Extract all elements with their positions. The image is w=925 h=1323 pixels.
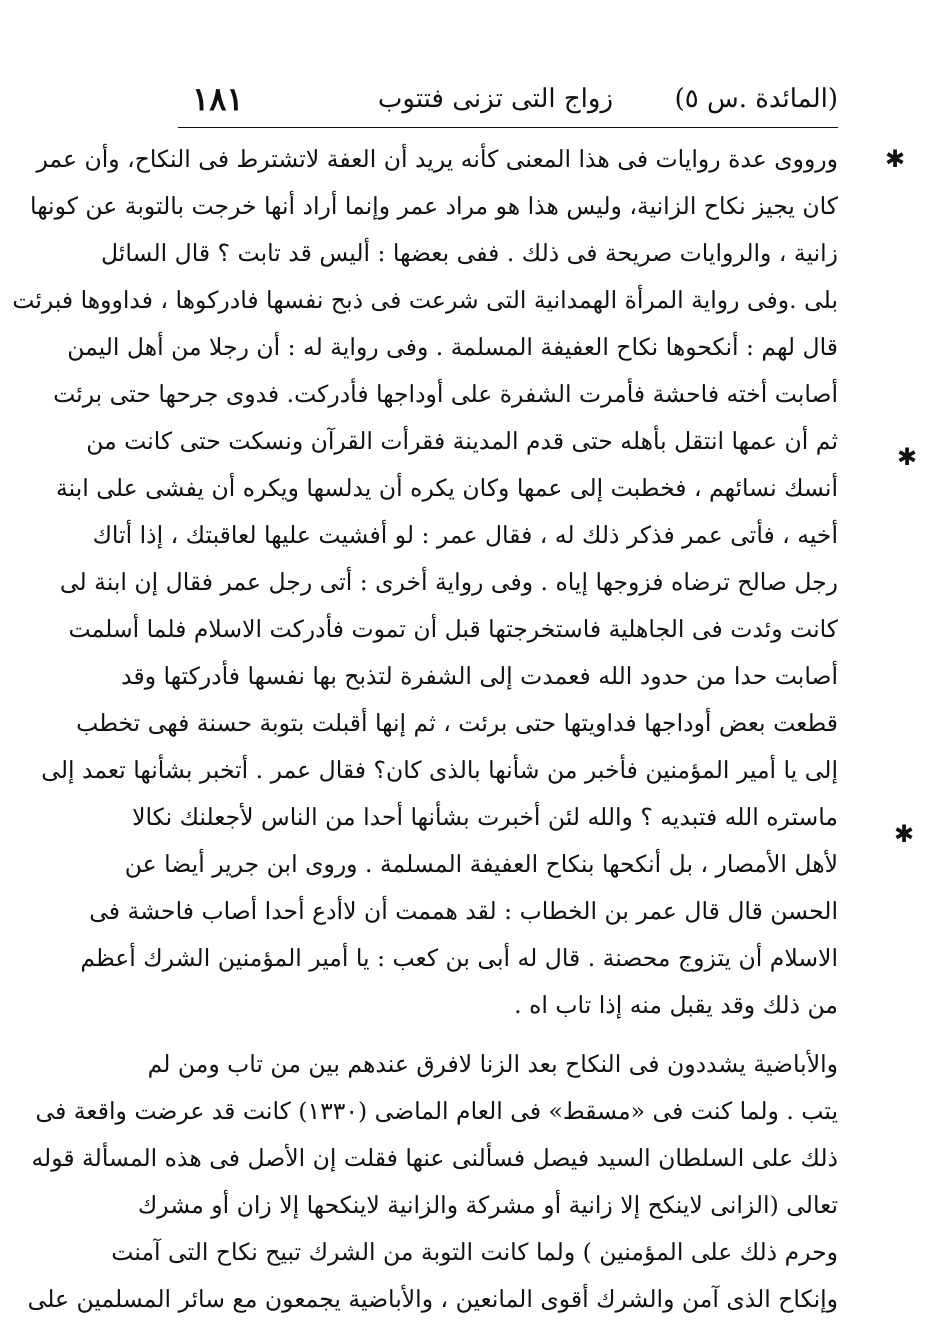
paragraph-2 <box>27 1041 838 1323</box>
page-body <box>12 136 838 1323</box>
text-line: الاسلام أن يتزوج محصنة . قال له أبى بن كعب : يا أمير المؤمنين الشرك أعظم <box>80 944 838 972</box>
text-line: من ذلك وقد يقبل منه إذا تاب اه . <box>514 991 838 1019</box>
header-rule <box>178 127 838 128</box>
margin-ornament-icon: ✱ <box>884 145 906 173</box>
text-line: أصابت أخته فاحشة فأمرت الشفرة على أوداجها فأدركت. فدوى جرحها حتى برئت <box>53 380 838 408</box>
paragraph-gap <box>178 1029 838 1041</box>
margin-ornament-icon: ✱ <box>893 820 915 848</box>
surah-reference: (المائدة .س ٥) <box>674 84 838 114</box>
text-line: يتب . ولما كنت فى «مسقط» فى العام الماضى (١٣٣٠) كانت قد عرضت واقعة فى <box>35 1097 838 1125</box>
text-line: وحرم ذلك على المؤمنين ) ولما كانت التوبة من الشرك تبيح نكاح التى آمنت <box>111 1238 838 1266</box>
text-line: ورووى عدة روايات فى هذا المعنى كأنه يريد أن العفة لاتشترط فى النكاح، وأن عمر <box>36 145 838 173</box>
text-line: تعالى (الزانى لاينكح إلا زانية أو مشركة والزانية لاينكحها إلا زان أو مشرك <box>137 1191 838 1219</box>
text-line: والأباضية يشددون فى النكاح بعد الزنا لافرق عندهم بين من تاب ومن لم <box>147 1050 838 1078</box>
text-line: بلى .وفى رواية المرأة الهمدانية التى شرعت فى ذبح نفسها فادركوها ، فداووها فبرئت <box>12 286 838 314</box>
section-topic: زواج التى تزنى فتتوب <box>377 84 613 114</box>
paragraph-1 <box>12 136 838 1029</box>
text-line: أخيه ، فأتى عمر فذكر ذلك له ، فقال عمر : لو أفشيت عليها لعاقبتك ، إذا أتاك <box>92 521 838 549</box>
text-line: إلى يا أمير المؤمنين فأخبر من شأنها بالذى كان؟ فقال عمر . أتخبر بشأنها تعمد إلى <box>41 756 838 784</box>
text-line: وإنكاح الذى آمن والشرك أقوى المانعين ، والأباضية يجمعون مع سائر المسلمين على <box>27 1285 838 1313</box>
text-line: قطعت بعض أوداجها فداويتها حتى برئت ، ثم إنها أقبلت بتوبة حسنة فهى تخطب <box>76 709 838 737</box>
text-line: أنسك نسائهم ، فخطبت إلى عمها وكان يكره أن يدلسها ويكره أن يفشى على ابنة <box>56 474 838 502</box>
text-line: كانت وئدت فى الجاهلية فاستخرجتها قبل أن تموت فأدركت الاسلام فلما أسلمت <box>68 615 838 643</box>
text-line: كان يجيز نكاح الزانية، وليس هذا هو مراد عمر وإنما أراد أنها خرجت بالتوبة عن كونها <box>30 192 838 220</box>
text-line: أصابت حدا من حدود الله فعمدت إلى الشفرة لتذبح بها نفسها فأدركتها وقد <box>121 662 838 690</box>
text-line: ماستره الله فتبديه ؟ والله لئن أخبرت بشأنها أحدا من الناس لأجعلنك نكالا <box>132 803 838 831</box>
text-line: قال لهم : أنكحوها نكاح العفيفة المسلمة . وفى رواية له : أن رجلا من أهل اليمن <box>67 333 838 361</box>
running-header <box>178 80 838 124</box>
text-line: ثم أن عمها انتقل بأهله حتى قدم المدينة فقرأت القرآن ونسكت حتى كانت من <box>86 427 838 455</box>
text-line: لأهل الأمصار ، بل أنكحها بنكاح العفيفة المسلمة . وروى ابن جرير أيضا عن <box>124 850 838 878</box>
text-line: ذلك على السلطان السيد فيصل فسألنى عنها فقلت إن الأصل فى هذه المسألة قوله <box>31 1144 838 1172</box>
text-line: الحسن قال قال عمر بن الخطاب : لقد هممت أن لاأدع أحدا أصاب فاحشة فى <box>89 897 838 925</box>
text-line: زانية ، والروايات صريحة فى ذلك . ففى بعضها : أليس قد تابت ؟ قال السائل <box>101 239 838 267</box>
margin-ornament-icon: ✱ <box>896 443 918 471</box>
text-line: رجل صالح ترضاه فزوجها إياه . وفى رواية أخرى : أتى رجل عمر فقال إن ابنة لى <box>59 568 838 596</box>
page-number: ١٨١ <box>192 80 244 118</box>
